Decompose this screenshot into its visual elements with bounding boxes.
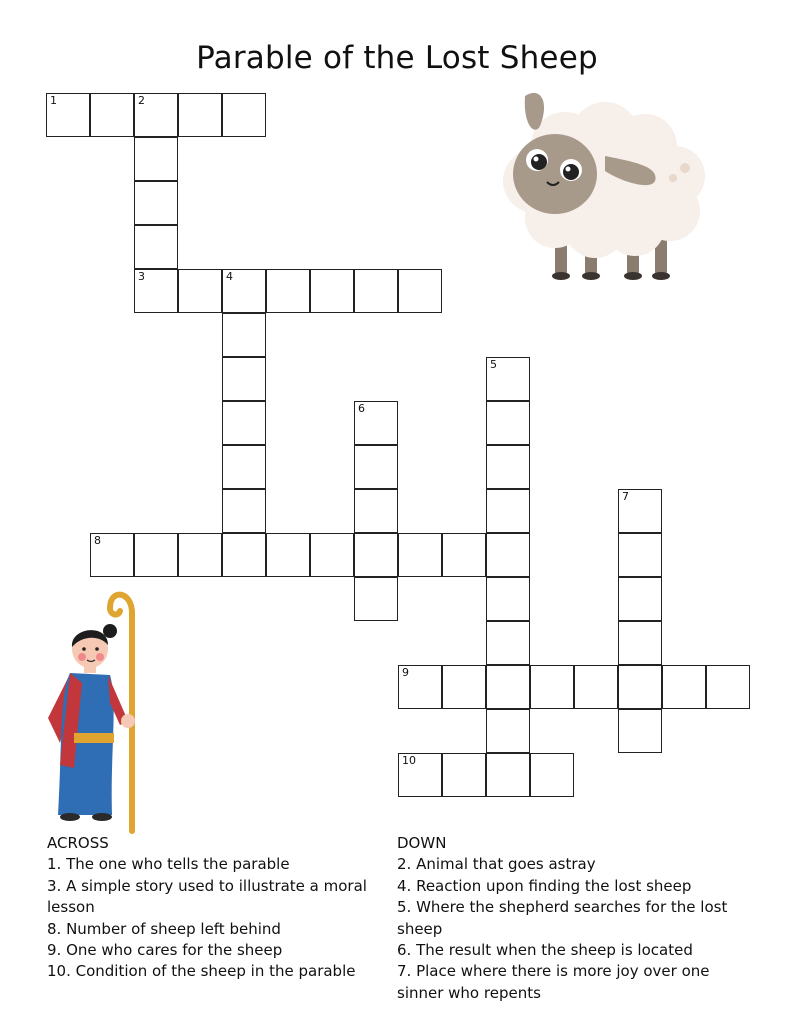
grid-cell[interactable] xyxy=(530,665,574,709)
clue-number: 4 xyxy=(226,270,233,283)
down-clue: 5. Where the shepherd searches for the lost sheep xyxy=(397,898,728,938)
grid-cell[interactable] xyxy=(134,181,178,225)
down-clue: 2. Animal that goes astray xyxy=(397,855,596,874)
grid-cell[interactable] xyxy=(486,621,530,665)
grid-cell[interactable] xyxy=(178,269,222,313)
sheep-illustration xyxy=(495,86,715,286)
grid-cell[interactable] xyxy=(354,401,398,445)
page-title: Parable of the Lost Sheep xyxy=(196,40,598,76)
clue-number: 5 xyxy=(490,358,497,371)
grid-cell[interactable] xyxy=(222,313,266,357)
shepherd-figure xyxy=(48,624,135,821)
grid-cell[interactable] xyxy=(486,445,530,489)
grid-cell[interactable] xyxy=(486,577,530,621)
grid-cell[interactable] xyxy=(222,93,266,137)
grid-cell[interactable] xyxy=(618,533,662,577)
grid-cell[interactable] xyxy=(486,709,530,753)
grid-cell[interactable] xyxy=(266,269,310,313)
grid-cell[interactable] xyxy=(354,489,398,533)
grid-cell[interactable] xyxy=(442,665,486,709)
grid-cell[interactable] xyxy=(354,577,398,621)
clue-number: 6 xyxy=(358,402,365,415)
grid-cell[interactable] xyxy=(354,269,398,313)
grid-cell[interactable] xyxy=(486,665,530,709)
grid-cell[interactable] xyxy=(706,665,750,709)
clue-number: 10 xyxy=(402,754,416,767)
grid-cell[interactable] xyxy=(486,357,530,401)
grid-cell[interactable] xyxy=(354,445,398,489)
grid-cell[interactable] xyxy=(310,533,354,577)
down-clue: 7. Place where there is more joy over one sinner who repents xyxy=(397,962,710,1002)
shepherd-illustration xyxy=(40,583,150,835)
grid-cell[interactable] xyxy=(618,489,662,533)
across-clue: 9. One who cares for the sheep xyxy=(47,941,283,960)
grid-cell[interactable] xyxy=(134,137,178,181)
across-clue: 10. Condition of the sheep in the parable xyxy=(47,962,356,981)
grid-cell[interactable] xyxy=(178,93,222,137)
grid-cell[interactable] xyxy=(398,269,442,313)
clue-number: 9 xyxy=(402,666,409,679)
grid-cell[interactable] xyxy=(354,533,398,577)
grid-cell[interactable] xyxy=(90,533,134,577)
grid-cell[interactable] xyxy=(398,665,442,709)
grid-cell[interactable] xyxy=(134,225,178,269)
grid-cell[interactable] xyxy=(618,621,662,665)
grid-cell[interactable] xyxy=(222,533,266,577)
clue-number: 3 xyxy=(138,270,145,283)
down-clues xyxy=(397,833,759,1004)
grid-cell[interactable] xyxy=(486,753,530,797)
grid-cell[interactable] xyxy=(222,357,266,401)
grid-cell[interactable] xyxy=(222,269,266,313)
down-clue: 4. Reaction upon finding the lost sheep xyxy=(397,876,692,895)
grid-cell[interactable] xyxy=(46,93,90,137)
grid-cell[interactable] xyxy=(398,753,442,797)
grid-cell[interactable] xyxy=(530,753,574,797)
grid-cell[interactable] xyxy=(310,269,354,313)
grid-cell[interactable] xyxy=(486,401,530,445)
grid-cell[interactable] xyxy=(266,533,310,577)
grid-cell[interactable] xyxy=(442,533,486,577)
grid-cell[interactable] xyxy=(134,93,178,137)
grid-cell[interactable] xyxy=(618,577,662,621)
clue-number: 1 xyxy=(50,94,57,107)
across-clue: 8. Number of sheep left behind xyxy=(47,919,281,938)
grid-cell[interactable] xyxy=(486,533,530,577)
grid-cell[interactable] xyxy=(398,533,442,577)
grid-cell[interactable] xyxy=(222,401,266,445)
grid-cell[interactable] xyxy=(442,753,486,797)
across-clue: 1. The one who tells the parable xyxy=(47,855,290,874)
clue-number: 7 xyxy=(622,490,629,503)
grid-cell[interactable] xyxy=(662,665,706,709)
grid-cell[interactable] xyxy=(134,269,178,313)
grid-cell[interactable] xyxy=(222,445,266,489)
down-heading: DOWN xyxy=(397,834,447,852)
grid-cell[interactable] xyxy=(486,489,530,533)
down-clue: 6. The result when the sheep is located xyxy=(397,941,693,960)
grid-cell[interactable] xyxy=(618,709,662,753)
grid-cell[interactable] xyxy=(618,665,662,709)
grid-cell[interactable] xyxy=(574,665,618,709)
across-clues xyxy=(47,833,377,983)
clue-number: 2 xyxy=(138,94,145,107)
across-heading: ACROSS xyxy=(47,834,109,852)
grid-cell[interactable] xyxy=(90,93,134,137)
grid-cell[interactable] xyxy=(222,489,266,533)
grid-cell[interactable] xyxy=(134,533,178,577)
across-clue: 3. A simple story used to illustrate a moral lesson xyxy=(47,876,367,917)
grid-cell[interactable] xyxy=(178,533,222,577)
clue-number: 8 xyxy=(94,534,101,547)
